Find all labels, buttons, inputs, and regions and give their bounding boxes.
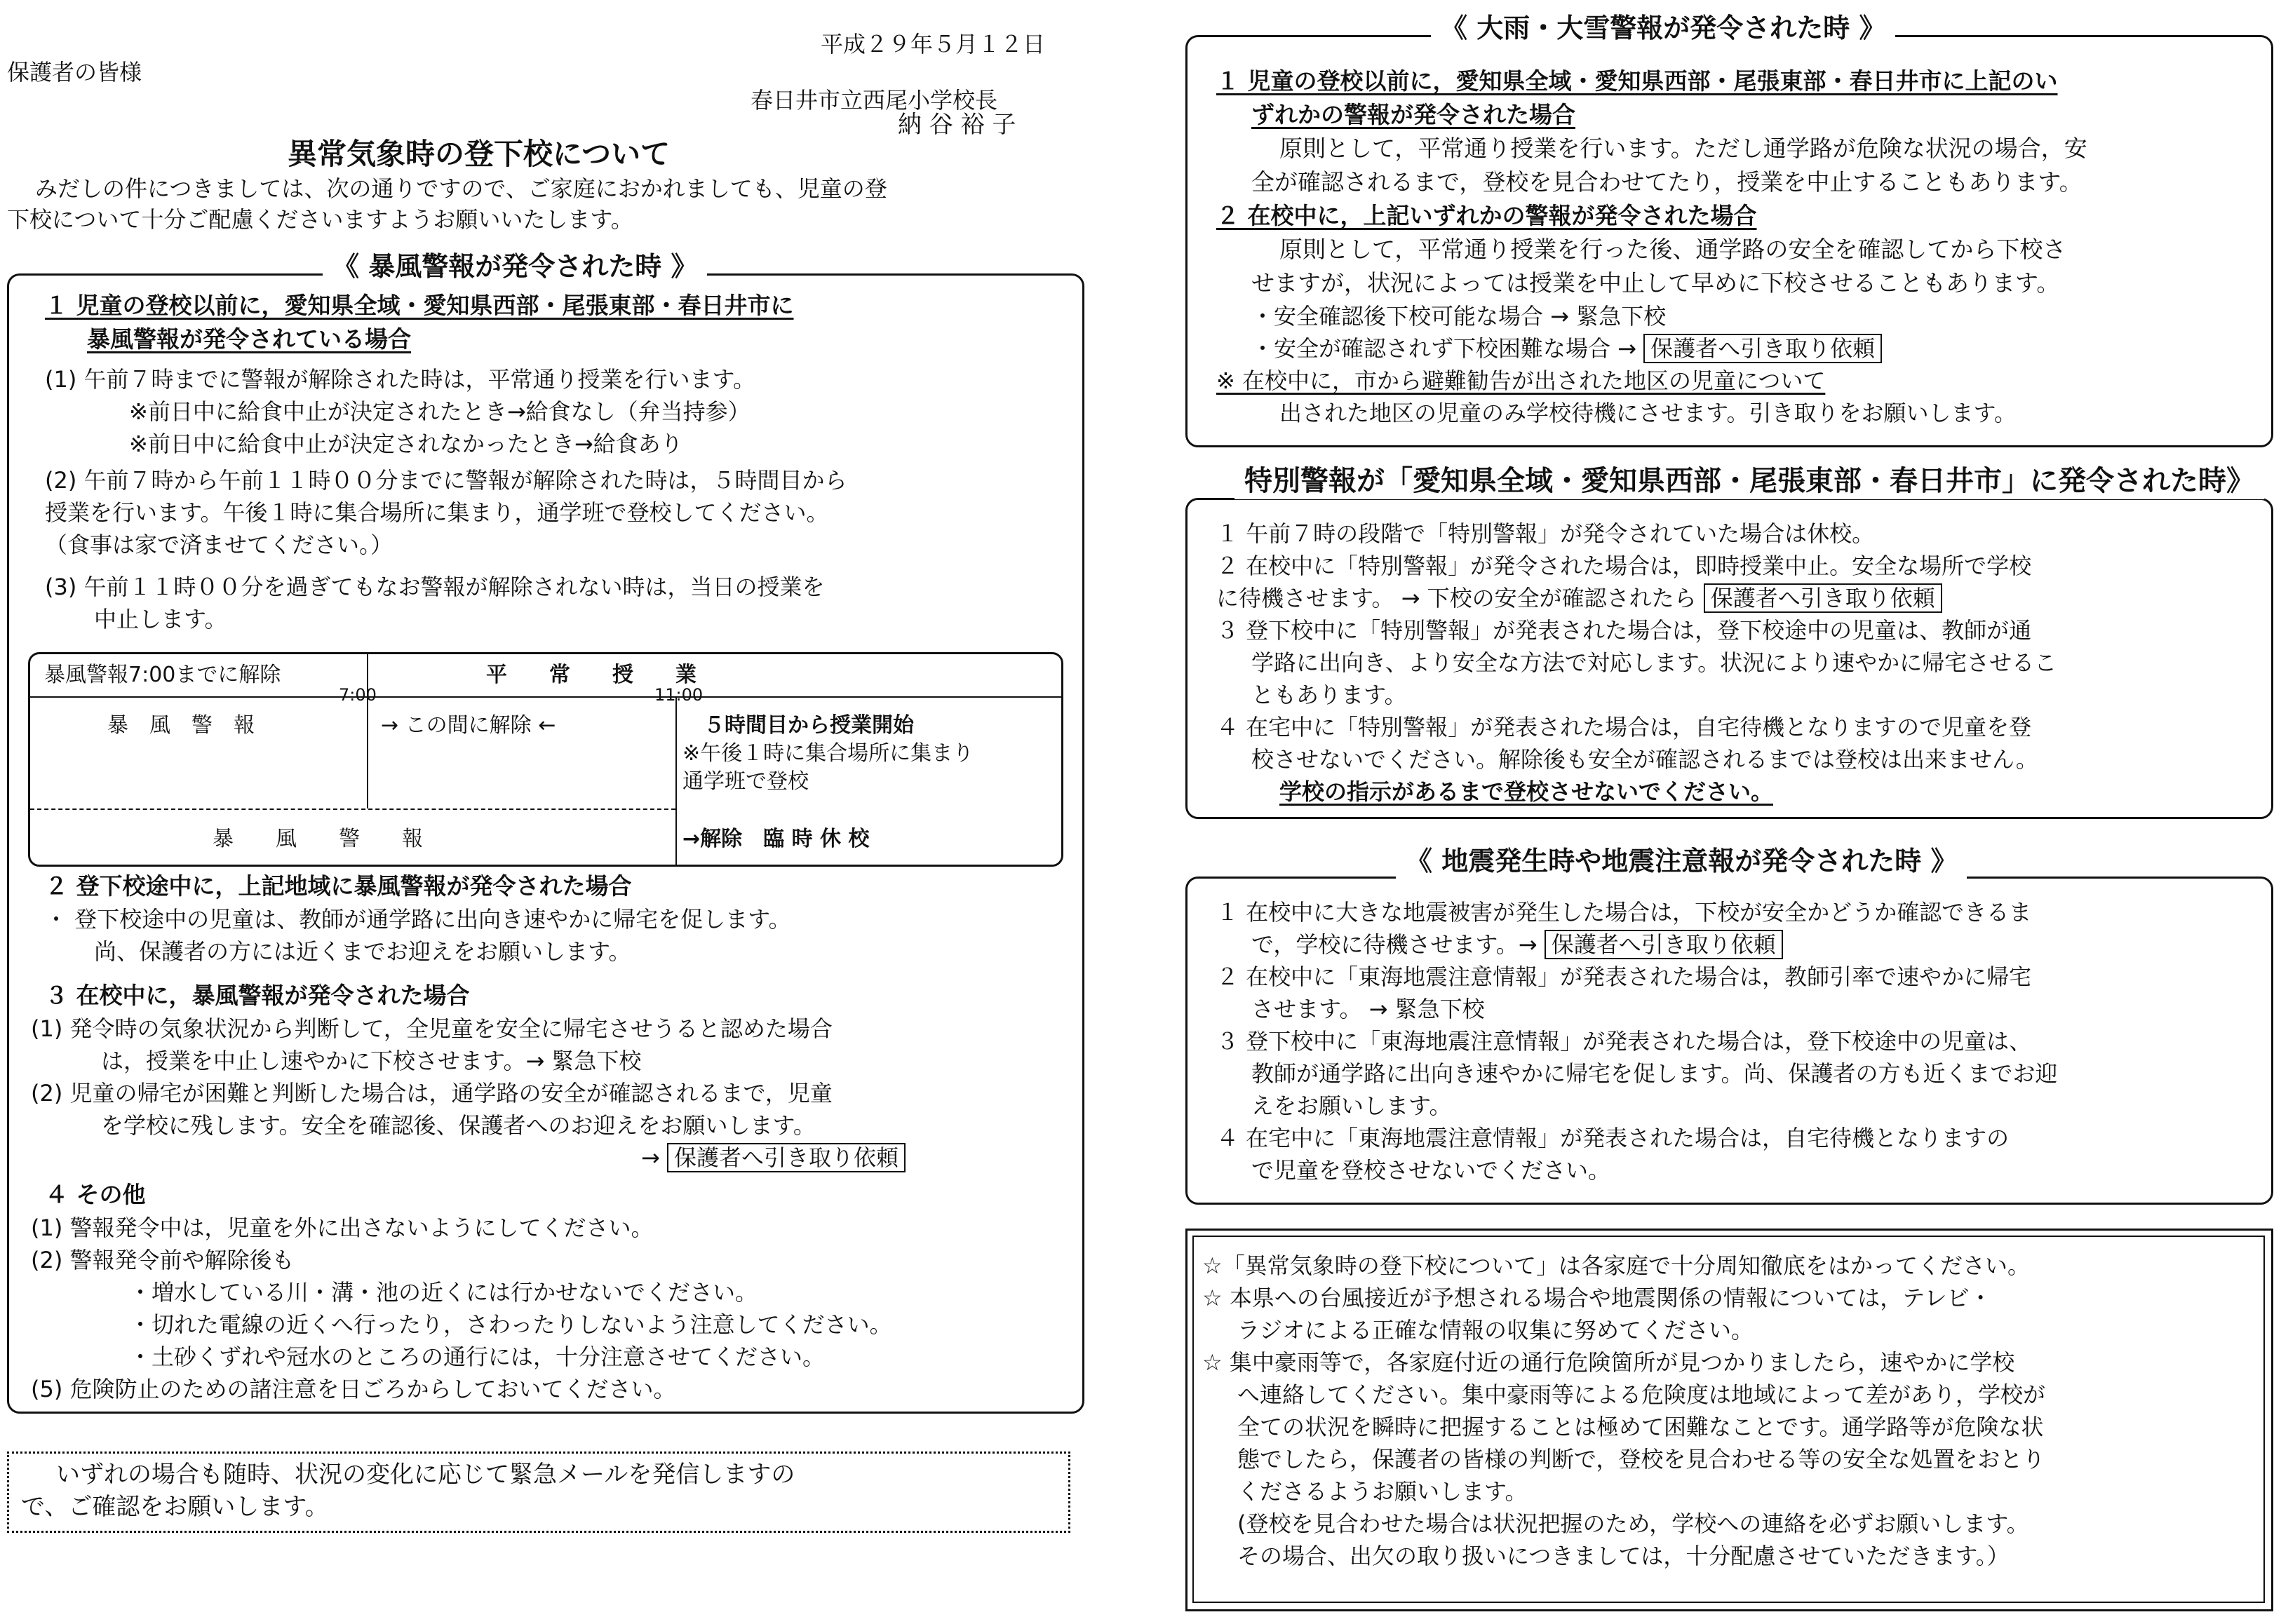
principal-name: 納 谷 裕 子 <box>898 111 1016 139</box>
storm-s1-item-1a: ※前日中に給食中止が決定されたとき→給食なし（弁当持参） <box>129 398 751 425</box>
storm-s2-heading: ２ 登下校途中に，上記地域に暴風警報が発令された場合 <box>45 872 632 900</box>
storm-s4-item-2: (2) 警報発令前や解除後も <box>31 1247 295 1273</box>
quake-line-2-text: で，学校に待機させます。→ <box>1251 931 1538 958</box>
timetable-r1c1: 暴風警報7:00までに解除 <box>44 663 281 687</box>
timetable-dashed-line <box>30 808 675 810</box>
rain-line-9-text: ・安全が確認されず下校困難な場合 → <box>1251 335 1636 362</box>
email-notice-line-2: で、ご確認をお願いします。 <box>21 1493 329 1521</box>
pickup-request-badge: 保護者へ引き取り依頼 <box>1643 334 1882 363</box>
storm-warning-title: 《 暴風警報が発令された時 》 <box>323 248 707 285</box>
intro-line-1: みだしの件につきましては、次の通りですので、ご家庭におかれましても、児童の登 <box>35 175 887 202</box>
special-line-1: １ 午前７時の段階で「特別警報」が発令されていた場合は休校。 <box>1216 520 1875 547</box>
special-line-2: ２ 在校中に「特別警報」が発令された場合は，即時授業中止。安全な場所で学校 <box>1216 553 2032 579</box>
storm-s3-item-2c <box>24 1142 1084 1174</box>
special-line-4: ３ 登下校中に「特別警報」が発表された場合は，登下校途中の児童は、教師が通 <box>1216 617 2032 644</box>
rain-line-10: ※ 在校中に，市から避難勧告が出された地区の児童について <box>1216 367 1826 394</box>
quake-line-4: させます。 → 緊急下校 <box>1251 996 1485 1022</box>
arrow: → <box>641 1144 660 1171</box>
special-line-6: ともあります。 <box>1251 682 1407 708</box>
timetable-divider-2 <box>675 696 677 865</box>
quake-line-6: 教師が通学路に出向き速やかに帰宅を促します。尚、保護者の方も近くまでお迎 <box>1251 1060 2058 1087</box>
special-line-8: 校させないでください。解除後も安全が確認されるまでは登校は出来ません。 <box>1251 746 2038 773</box>
quake-line-9: で児童を登校させないでください。 <box>1251 1157 1611 1184</box>
storm-s4-item-5: (5) 危険防止のための諸注意を日ごろからしておいてください。 <box>31 1376 676 1402</box>
date: 平成２９年５月１２日 <box>821 31 1046 57</box>
rain-snow-title: 《 大雨・大雪警報が発令された時 》 <box>1431 10 1895 46</box>
special-line-3 <box>1202 582 2257 614</box>
note-2b: ラジオによる正確な情報の収集に努めてください。 <box>1237 1317 1754 1344</box>
note-3e: くださるようお願いします。 <box>1237 1478 1528 1505</box>
special-line-7: ４ 在宅中に「特別警報」が発表された場合は，自宅待機となりますので児童を登 <box>1216 714 2032 740</box>
storm-s4-item-2b: ・切れた電線の近くへ行ったり，さわったりしないよう注意してください。 <box>129 1311 892 1338</box>
storm-s4-heading: ４ その他 <box>45 1181 146 1208</box>
special-warning-content <box>1202 517 2257 808</box>
note-3: ☆ 集中豪雨等で，各家庭付近の通行危険箇所が見つかりましたら，速やかに学校 <box>1202 1349 2015 1376</box>
storm-s1-item-1: (1) 午前７時までに警報が解除された時は，平常通り授業を行います。 <box>45 366 755 393</box>
notes-content <box>1202 1250 2257 1572</box>
storm-s1-item-2: (2) 午前７時から午前１１時００分までに警報が解除された時は，５時間目から <box>45 467 847 494</box>
storm-s1-item-2b: 授業を行います。午後１時に集合場所に集まり，通学班で登校してください。 <box>45 499 829 526</box>
timetable-r3c2: →解除 臨 時 休 校 <box>682 827 870 851</box>
quake-line-3: ２ 在校中に「東海地震注意情報」が発表された場合は，教師引率で速やかに帰宅 <box>1216 963 2032 990</box>
storm-s4-item-1: (1) 警報発令中は，児童を外に出さないようにしてください。 <box>31 1214 654 1241</box>
note-2: ☆ 本県への台風接近が予想される場合や地震関係の情報については，テレビ・ <box>1202 1285 1992 1311</box>
storm-s1-item-1b: ※前日中に給食中止が決定されなかったとき→給食あり <box>129 431 683 457</box>
timetable-divider-1 <box>367 654 368 808</box>
earthquake-content <box>1202 896 2257 1186</box>
storm-s3-item-2: (2) 児童の帰宅が困難と判断した場合は，通学路の安全が確認されるまで，児童 <box>31 1080 833 1107</box>
addressee: 保護者の皆様 <box>7 59 142 86</box>
quake-line-2 <box>1202 928 2257 961</box>
storm-section-1 <box>24 289 1084 635</box>
rain-line-7: せますが，状況によっては授業を中止して早めに下校させることもあります。 <box>1251 269 2060 297</box>
storm-timetable <box>28 652 1063 867</box>
rain-line-8: ・安全確認後下校可能な場合 → 緊急下校 <box>1251 303 1667 330</box>
timetable-r2c2: → この間に解除 ← <box>381 713 556 738</box>
note-4: (登校を見合わせた場合は状況把握のため，学校への連絡を必ずお願いします。 <box>1237 1510 2029 1537</box>
quake-line-1: １ 在校中に大きな地震被害が発生した場合は，下校が安全かどうか確認できるま <box>1216 899 2032 926</box>
storm-section-2-4 <box>24 869 1084 1405</box>
timetable-r2c3c: 通学班で登校 <box>682 769 809 794</box>
rain-line-9 <box>1202 332 2257 365</box>
note-1: ☆「異常気象時の登下校について」は各家庭で十分周知徹底をはかってください。 <box>1202 1252 2031 1279</box>
storm-s1-item-2c: （食事は家で済ませてください。） <box>45 532 393 558</box>
special-line-5: 学路に出向き、より安全な方法で対応します。状況により速やかに帰宅させるこ <box>1251 649 2057 676</box>
note-3d: 態でしたら，保護者の皆様の判断で，登校を見合わせる等の安全な処置をおとり <box>1237 1446 2045 1473</box>
timetable-time-11: 11:00 <box>654 685 704 705</box>
storm-s3-heading: ３ 在校中に，暴風警報が発令された場合 <box>45 982 470 1009</box>
pickup-request-badge: 保護者へ引き取り依頼 <box>1545 930 1783 959</box>
timetable-r2c3: ５時間目から授業開始 <box>704 713 914 738</box>
timetable-row-line <box>30 696 1061 698</box>
storm-s2-line-2: 尚、保護者の方には近くまでお迎えをお願いします。 <box>94 938 631 965</box>
timetable-r1c2: 平 常 授 業 <box>486 663 697 687</box>
school-name: 春日井市立西尾小学校長 <box>751 87 998 114</box>
storm-s4-item-2a: ・増水している川・溝・池の近くには行かせないでください。 <box>129 1279 758 1306</box>
quake-line-8: ４ 在宅中に「東海地震注意情報」が発表された場合は，自宅待機となりますの <box>1216 1125 2010 1151</box>
storm-s3-item-1: (1) 発令時の気象状況から判断して，全児童を安全に帰宅させうると認めた場合 <box>31 1015 833 1042</box>
quake-line-5: ３ 登下校中に「東海地震注意情報」が発表された場合は，登下校途中の児童は、 <box>1216 1028 2032 1055</box>
quake-line-7: えをお願いします。 <box>1251 1092 1452 1119</box>
storm-s1-item-3b: 中止します。 <box>94 606 227 632</box>
intro-line-2: 下校について十分ご配慮くださいますようお願いいたします。 <box>7 206 633 233</box>
timetable-r2c3b: ※午後１時に集合場所に集まり <box>682 741 974 766</box>
note-4b: その場合、出欠の取り扱いにつきましては，十分配慮させていただきます。） <box>1237 1543 2010 1569</box>
rain-snow-content <box>1202 65 2257 429</box>
rain-line-4: 全が確認されるまで，登校を見合わせてたり，授業を中止することもあります。 <box>1251 168 2082 196</box>
timetable-r2c1: 暴 風 警 報 <box>107 713 255 738</box>
special-line-9: 学校の指示があるまで登校させないでください。 <box>1279 778 1774 805</box>
pickup-request-badge: 保護者へ引き取り依頼 <box>1704 583 1942 613</box>
note-3b: へ連絡してください。集中豪雨等による危険度は地域によって差があり，学校が <box>1237 1381 2046 1408</box>
note-3c: 全ての状況を瞬時に把握することは極めて困難なことです。通学路等が危険な状 <box>1237 1414 2044 1440</box>
rain-line-5: ２ 在校中に，上記いずれかの警報が発令された場合 <box>1216 202 1757 229</box>
rain-line-11: 出された地区の児童のみ学校待機にさせます。引き取りをお願いします。 <box>1279 400 2017 426</box>
special-line-3-text: に待機させます。 → 下校の安全が確認されたら <box>1216 585 1697 611</box>
storm-s1-heading-2: 暴風警報が発令されている場合 <box>87 325 411 353</box>
storm-s1-item-3: (3) 午前１１時００分を過ぎてもなお警報が解除されない時は，当日の授業を <box>45 574 825 600</box>
rain-line-1: １ 児童の登校以前に，愛知県全域・愛知県西部・尾張東部・春日井市に上記のい <box>1216 67 2058 95</box>
storm-s3-item-1b: は，授業を中止し速やかに下校させます。→ 緊急下校 <box>101 1048 642 1074</box>
email-notice-line-1: いずれの場合も随時、状況の変化に応じて緊急メールを発信しますの <box>56 1461 795 1489</box>
rain-line-6: 原則として，平常通り授業を行った後、通学路の安全を確認してから下校さ <box>1279 236 2066 263</box>
storm-s1-heading: １ 児童の登校以前に，愛知県全域・愛知県西部・尾張東部・春日井市に <box>45 292 794 319</box>
storm-s4-item-2c: ・土砂くずれや冠水のところの通行には，十分注意させてください。 <box>129 1344 826 1370</box>
document-title: 異常気象時の登下校について <box>288 137 671 171</box>
timetable-time-7: 7:00 <box>339 685 377 705</box>
earthquake-title: 《 地震発生時や地震注意報が発令された時 》 <box>1396 843 1967 879</box>
rain-line-2: ずれかの警報が発令された場合 <box>1251 101 1575 128</box>
pickup-request-badge: 保護者へ引き取り依頼 <box>667 1143 906 1172</box>
storm-s3-item-2b: を学校に残します。安全を確認後、保護者へのお迎えをお願いします。 <box>101 1112 816 1139</box>
timetable-r3c1: 暴 風 警 報 <box>213 827 423 851</box>
rain-line-3: 原則として，平常通り授業を行います。ただし通学路が危険な状況の場合，安 <box>1279 135 2087 162</box>
storm-s2-line-1: ・ 登下校途中の児童は、教師が通学路に出向き速やかに帰宅を促します。 <box>45 906 791 933</box>
special-warning-title: 特別警報が「愛知県全域・愛知県西部・尾張東部・春日井市」に発令された時》 <box>1234 463 2264 499</box>
